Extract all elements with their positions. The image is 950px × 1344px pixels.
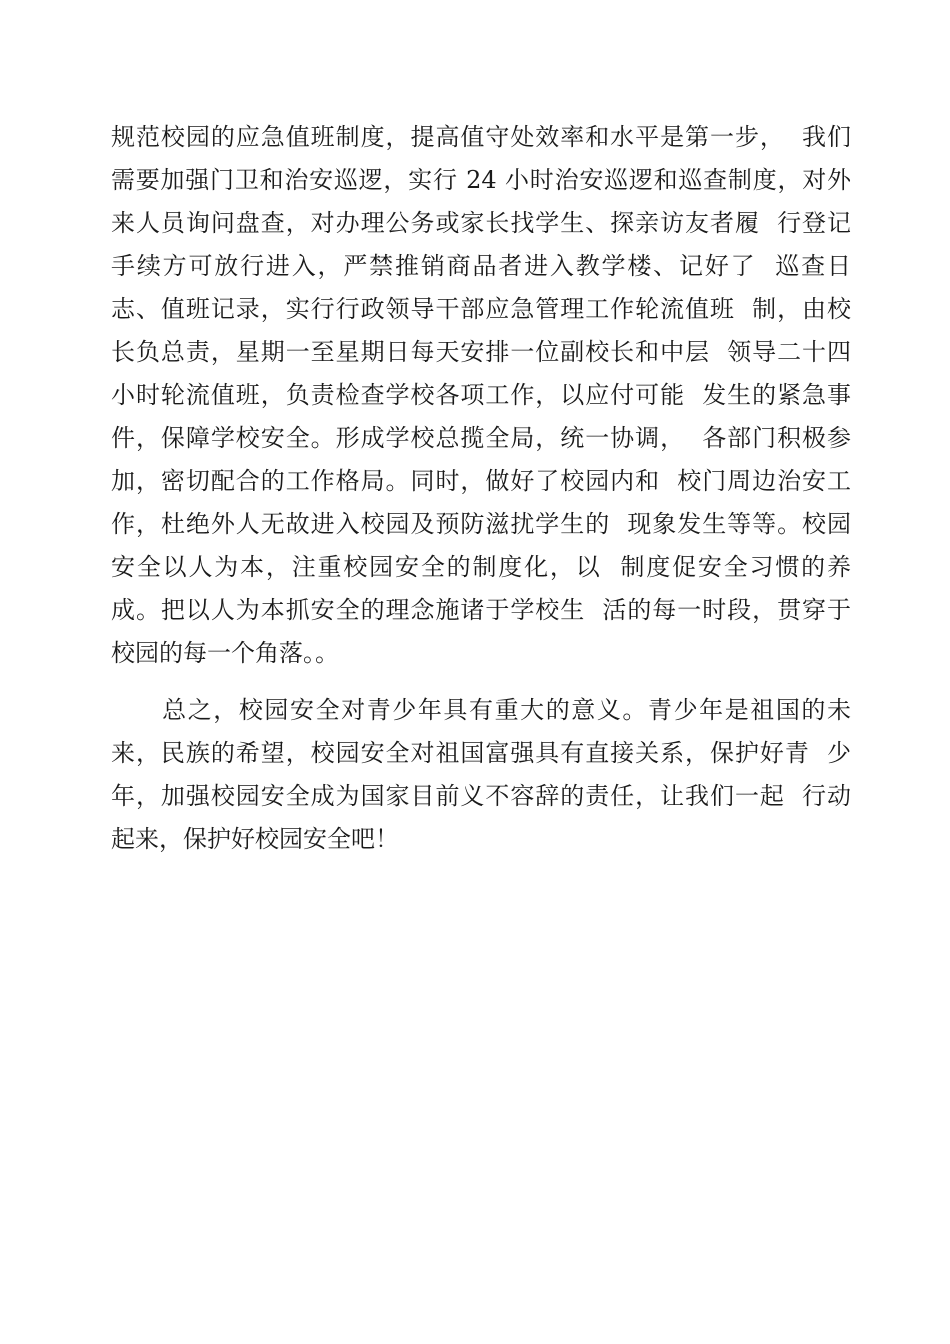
text-line: 小时轮流值班，负责检查学校各项工作，以应付可能 发生的紧急事	[111, 381, 851, 409]
text-line: 成。把以人为本抓安全的理念施诸于学校生 活的每一时段，贯穿于	[111, 596, 851, 624]
text-line: 需要加强门卫和治安巡逻，实行 24 小时治安巡逻和巡查制度，对外	[111, 166, 851, 194]
text-line: 志、值班记录，实行行政领导干部应急管理工作轮流值班 制，由校	[111, 295, 851, 323]
text-line: 起来，保护好校园安全吧！	[111, 825, 399, 853]
text-line: 长负总责，星期一至星期日每天安排一位副校长和中层 领导二十四	[111, 338, 851, 366]
paragraph-spacer	[111, 675, 851, 689]
text-line: 加，密切配合的工作格局。同时，做好了校园内和 校门周边治安工	[111, 467, 851, 495]
text-line: 年，加强校园安全成为国家目前义不容辞的责任，让我们一起 行动	[111, 782, 851, 810]
text-line: 安全以人为本，注重校园安全的制度化，以 制度促安全习惯的养	[111, 553, 851, 581]
text-line: 来，民族的希望，校园安全对祖国富强具有直接关系，保护好青 少	[111, 739, 851, 767]
paragraph-1	[111, 116, 851, 675]
document-body	[111, 116, 851, 861]
text-line: 校园的每一个角落。。	[111, 639, 339, 667]
text-line: 手续方可放行进入，严禁推销商品者进入教学楼、记好了 巡查日	[111, 252, 851, 280]
text-line: 规范校园的应急值班制度，提高值守处效率和水平是第一步， 我们	[111, 123, 851, 151]
text-line: 总之，校园安全对青少年具有重大的意义。青少年是祖国的未	[111, 696, 851, 724]
text-line: 件，保障学校安全。形成学校总揽全局，统一协调， 各部门积极参	[111, 424, 851, 452]
paragraph-2	[111, 689, 851, 861]
text-line: 来人员询问盘查，对办理公务或家长找学生、探亲访友者履 行登记	[111, 209, 851, 237]
text-line: 作，杜绝外人无故进入校园及预防滋扰学生的 现象发生等等。校园	[111, 510, 851, 538]
